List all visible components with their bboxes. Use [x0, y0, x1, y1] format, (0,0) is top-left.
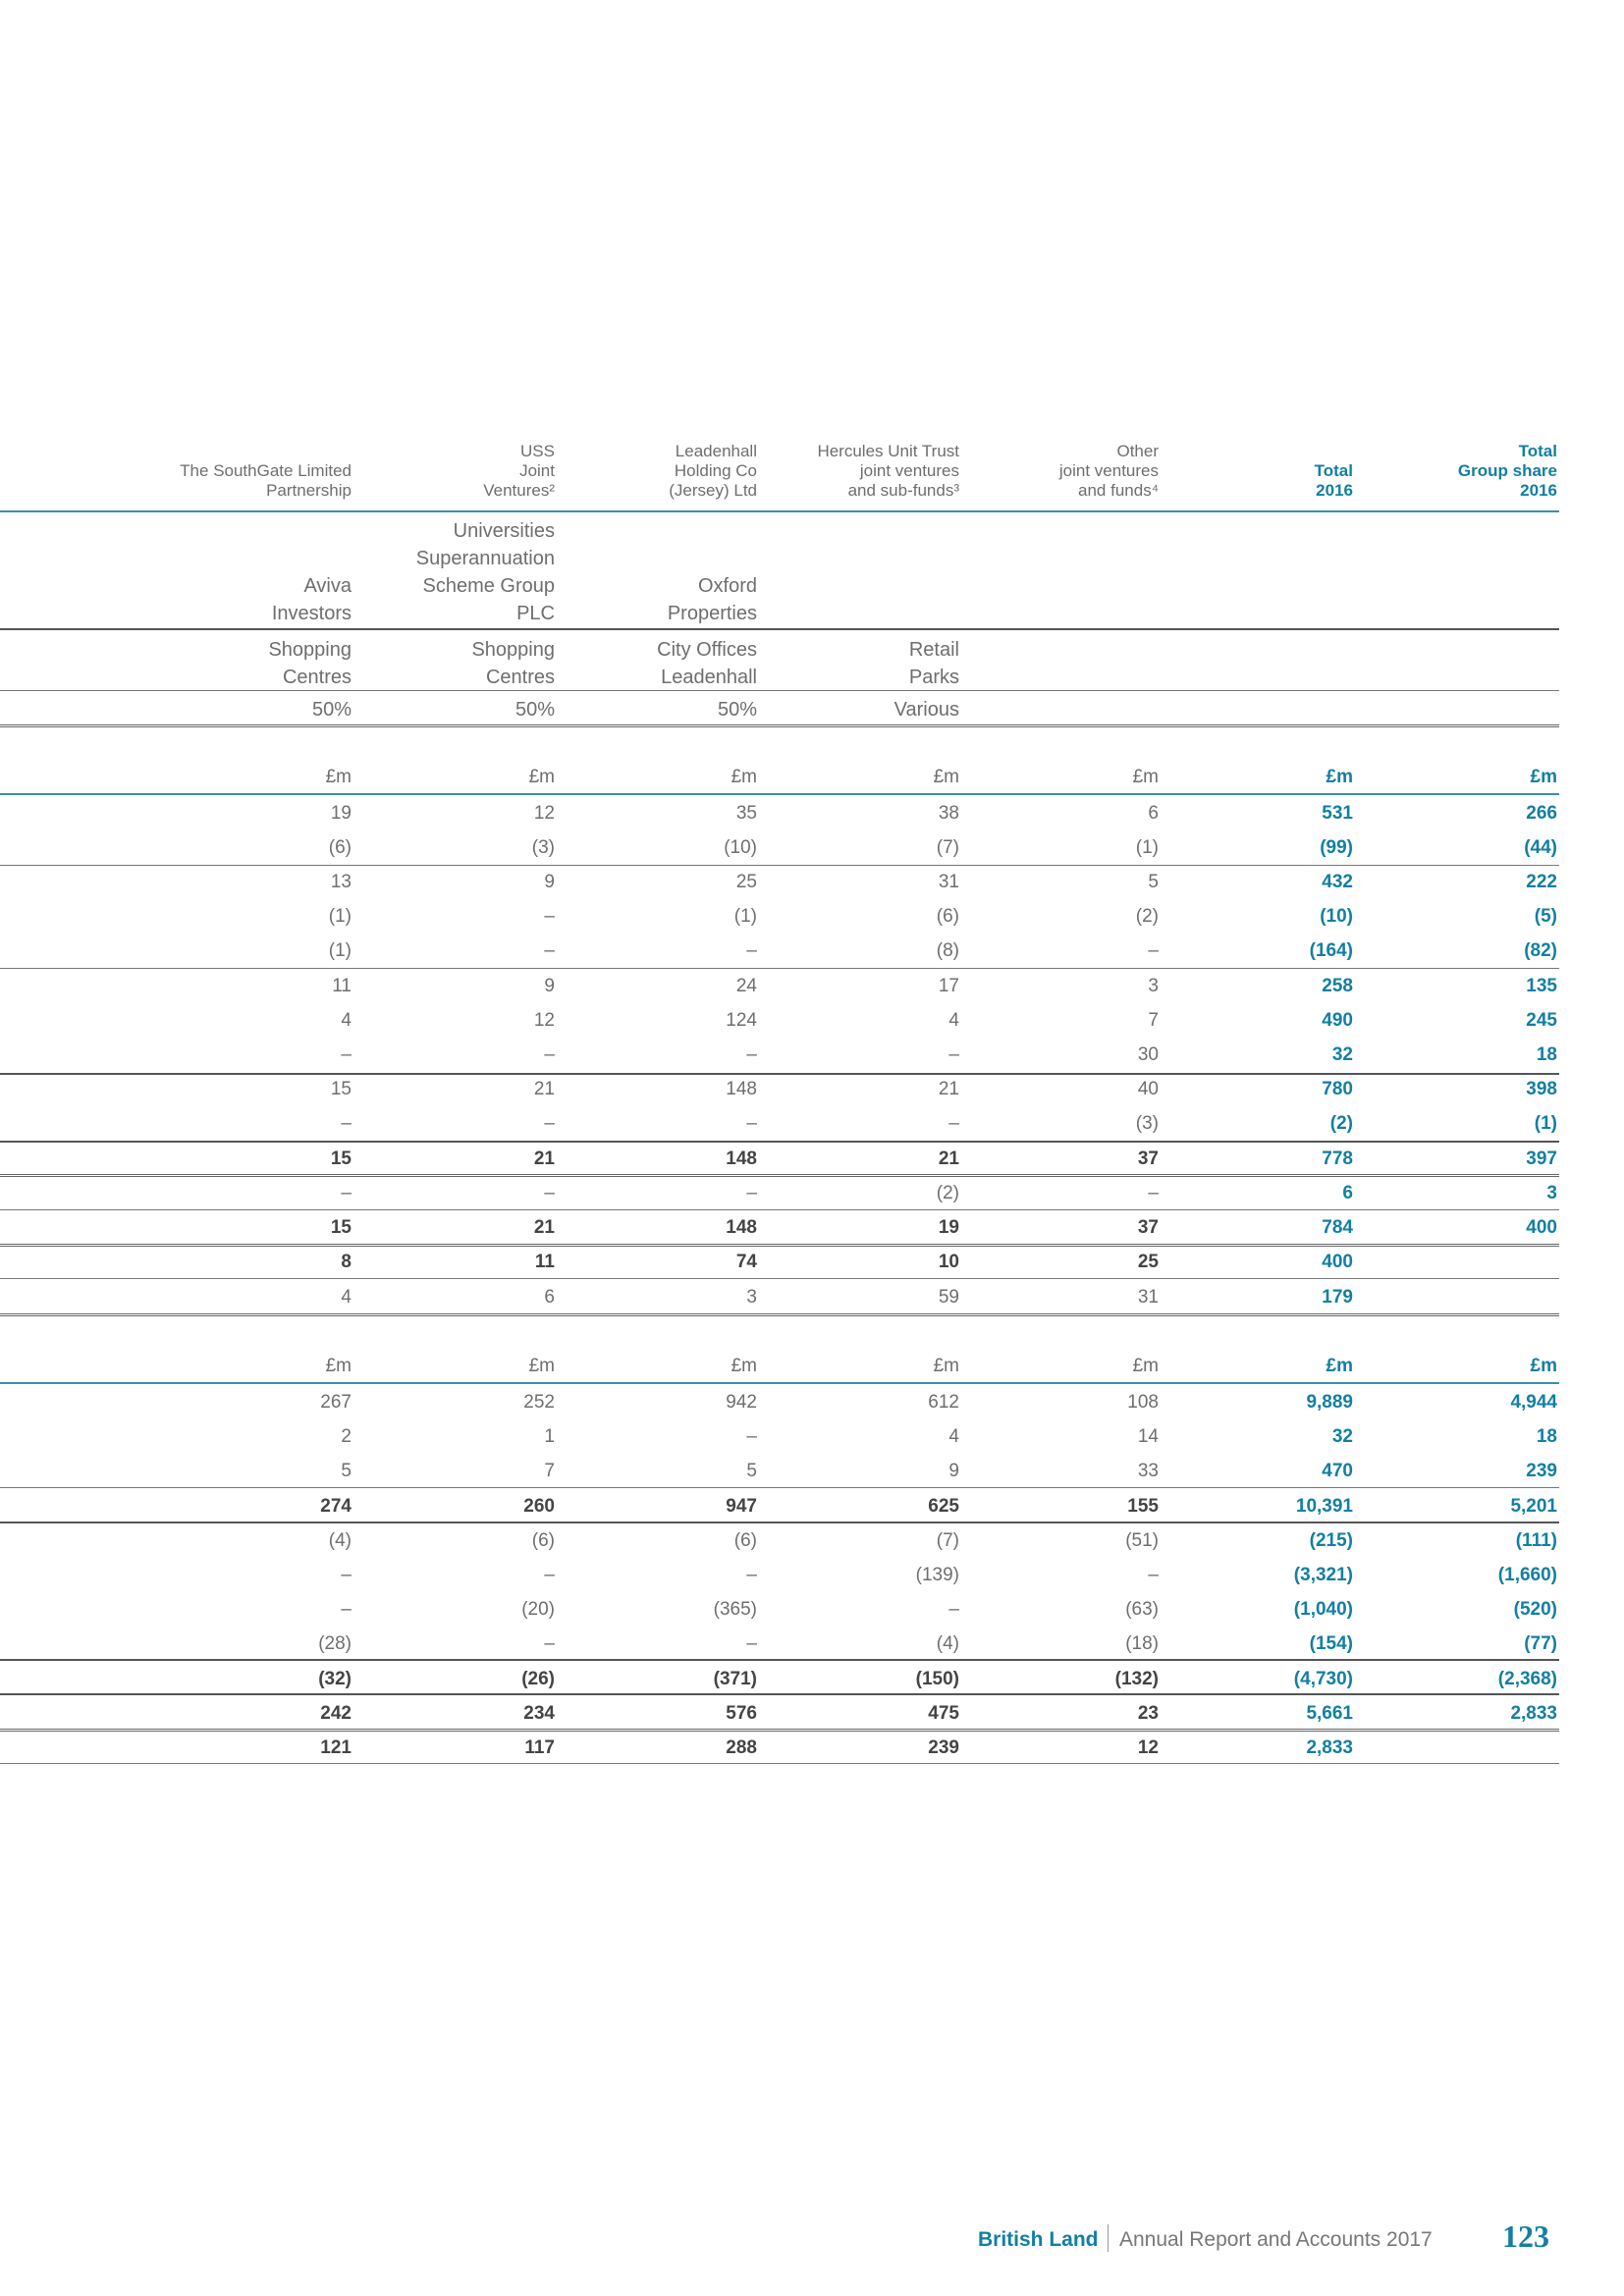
table-cell: 31: [1137, 1287, 1159, 1308]
table-cell: 5: [1148, 872, 1159, 892]
table-cell: 470: [1322, 1461, 1353, 1481]
table-cell: –: [341, 1113, 352, 1134]
table-cell: 398: [1526, 1079, 1557, 1099]
table-cell: 3: [1148, 976, 1159, 996]
table-cell: (3): [531, 837, 555, 858]
table-cell: 124: [726, 1010, 757, 1031]
table-cell: (6): [733, 1530, 757, 1551]
table-cell: –: [746, 1183, 757, 1203]
column-header: USS: [520, 442, 555, 460]
report-title: Annual Report and Accounts 2017: [1119, 2228, 1433, 2251]
footer-divider: [1108, 2224, 1109, 2252]
table-cell: (28): [318, 1633, 352, 1654]
table-cell: 21: [533, 1217, 555, 1238]
table-cell: –: [1148, 1565, 1159, 1585]
table-cell: (26): [521, 1669, 555, 1689]
table-cell: 612: [928, 1392, 959, 1413]
table-cell: 780: [1322, 1079, 1353, 1099]
sector-name: Parks: [908, 667, 959, 688]
table-cell: (44): [1524, 837, 1557, 858]
table-cell: (6): [936, 906, 959, 927]
table-cell: 266: [1526, 803, 1557, 824]
table-cell: 21: [533, 1148, 555, 1169]
table-cell: 942: [726, 1392, 757, 1413]
partner-name: Universities: [453, 520, 555, 542]
table-cell: (2): [1329, 1113, 1353, 1134]
table-cell: 14: [1137, 1426, 1159, 1447]
column-header: joint ventures: [859, 461, 959, 480]
column-header: and sub-funds³: [847, 481, 959, 500]
table-cell: 117: [524, 1737, 555, 1758]
column-header: Holding Co: [674, 461, 757, 480]
table-cell: –: [746, 1044, 757, 1065]
column-header: and funds⁴: [1078, 481, 1159, 500]
table-rule: [0, 724, 1559, 727]
table-cell: –: [544, 1183, 555, 1203]
table-rule: [0, 510, 1559, 512]
table-cell: (150): [915, 1669, 959, 1689]
column-header: Joint: [519, 461, 555, 480]
table-rule: [0, 1209, 1559, 1210]
table-cell: 242: [320, 1703, 352, 1724]
table-cell: 288: [726, 1737, 757, 1758]
table-cell: 234: [523, 1703, 555, 1724]
table-cell: 239: [1526, 1461, 1557, 1481]
table-cell: (5): [1534, 906, 1557, 927]
table-cell: 155: [1127, 1496, 1159, 1517]
table-cell: –: [948, 1044, 959, 1065]
table-cell: (63): [1125, 1599, 1159, 1620]
table-cell: 400: [1526, 1217, 1557, 1238]
sector-name: City Offices: [657, 639, 757, 661]
table-cell: 23: [1137, 1703, 1159, 1724]
table-cell: (371): [713, 1669, 757, 1689]
table-cell: (8): [936, 940, 959, 961]
column-header: Leadenhall: [675, 442, 757, 460]
unit-label: £m: [933, 1356, 959, 1376]
unit-label: £m: [1530, 767, 1557, 787]
partner-name: Oxford: [697, 575, 757, 597]
table-cell: (6): [531, 1530, 555, 1551]
table-cell: (2,368): [1497, 1669, 1557, 1689]
table-cell: (365): [713, 1599, 757, 1620]
partner-name: Scheme Group: [422, 575, 555, 597]
table-cell: (154): [1309, 1633, 1353, 1654]
table-cell: 7: [1148, 1010, 1159, 1031]
table-cell: –: [948, 1113, 959, 1134]
table-cell: (32): [318, 1669, 352, 1689]
table-rule: [0, 1141, 1559, 1143]
table-cell: –: [746, 1426, 757, 1447]
column-header: (Jersey) Ltd: [669, 481, 757, 500]
table-cell: –: [746, 1113, 757, 1134]
table-cell: 531: [1322, 803, 1353, 824]
table-cell: 37: [1137, 1148, 1159, 1169]
table-cell: 40: [1137, 1079, 1159, 1099]
table-cell: (139): [915, 1565, 959, 1585]
column-header: Other: [1116, 442, 1159, 460]
ownership-share: 50%: [514, 699, 555, 721]
table-cell: –: [341, 1599, 352, 1620]
table-cell: 9,889: [1306, 1392, 1353, 1413]
table-cell: (18): [1125, 1633, 1159, 1654]
table-cell: 4: [341, 1287, 352, 1308]
table-cell: 15: [330, 1148, 352, 1169]
partner-name: Aviva: [303, 575, 352, 597]
table-rule: [0, 1522, 1559, 1523]
table-cell: 3: [1546, 1183, 1557, 1203]
table-cell: 260: [523, 1496, 555, 1517]
table-cell: (1,040): [1293, 1599, 1353, 1620]
table-cell: (7): [936, 837, 959, 858]
table-rule: [0, 1278, 1559, 1279]
ownership-share: 50%: [717, 699, 757, 721]
column-header: 2016: [1316, 481, 1353, 500]
table-cell: (1,660): [1497, 1565, 1557, 1585]
table-cell: (1): [733, 906, 757, 927]
table-cell: 6: [1342, 1183, 1353, 1203]
unit-label: £m: [325, 767, 352, 787]
table-cell: 11: [332, 976, 352, 996]
table-cell: 400: [1322, 1252, 1353, 1272]
table-cell: 32: [1331, 1426, 1353, 1447]
table-cell: 10: [938, 1252, 959, 1272]
column-header: Total: [1314, 461, 1353, 480]
table-cell: 475: [928, 1703, 959, 1724]
table-cell: –: [544, 940, 555, 961]
unit-label: £m: [933, 767, 959, 787]
table-cell: 4: [948, 1010, 959, 1031]
table-rule: [0, 865, 1559, 866]
sector-name: Leadenhall: [661, 667, 757, 688]
table-cell: 784: [1322, 1217, 1353, 1238]
sector-name: Retail: [908, 639, 959, 661]
table-cell: 12: [533, 803, 555, 824]
table-cell: 121: [320, 1737, 352, 1758]
table-cell: (111): [1515, 1530, 1557, 1551]
table-cell: (10): [1320, 906, 1353, 927]
table-cell: –: [1148, 1183, 1159, 1203]
table-cell: –: [544, 906, 555, 927]
table-cell: 6: [1148, 803, 1159, 824]
column-header: Group share: [1457, 461, 1557, 480]
table-cell: (82): [1524, 940, 1557, 961]
table-cell: 6: [544, 1287, 555, 1308]
table-rule: [0, 1729, 1559, 1732]
column-header: Total: [1518, 442, 1557, 460]
column-header: The SouthGate Limited: [180, 461, 352, 480]
table-cell: –: [341, 1044, 352, 1065]
brand-name: British Land: [978, 2228, 1099, 2251]
unit-label: £m: [1132, 767, 1159, 787]
table-cell: 1: [544, 1426, 555, 1447]
ownership-share: 50%: [311, 699, 352, 721]
table-cell: 10,391: [1295, 1496, 1353, 1517]
table-cell: (132): [1114, 1669, 1159, 1689]
table-rule: [0, 1244, 1559, 1247]
table-cell: (51): [1125, 1530, 1159, 1551]
table-cell: 4,944: [1510, 1392, 1557, 1413]
table-cell: 222: [1526, 872, 1557, 892]
table-cell: (2): [936, 1183, 959, 1203]
table-cell: 74: [735, 1252, 757, 1272]
table-cell: 7: [544, 1461, 555, 1481]
unit-label: £m: [1326, 767, 1353, 787]
table-cell: 252: [523, 1392, 555, 1413]
table-rule: [0, 1382, 1559, 1384]
table-cell: 35: [735, 803, 757, 824]
unit-label: £m: [528, 1356, 555, 1376]
table-cell: –: [1148, 940, 1159, 961]
table-cell: 25: [1137, 1252, 1159, 1272]
table-rule: [0, 1693, 1559, 1695]
table-rule: [0, 1487, 1559, 1488]
table-cell: 274: [320, 1496, 352, 1517]
partner-name: Properties: [667, 603, 757, 624]
table-cell: 37: [1137, 1217, 1159, 1238]
table-cell: (10): [724, 837, 757, 858]
table-cell: 9: [544, 872, 555, 892]
table-cell: –: [341, 1565, 352, 1585]
table-cell: (1): [1135, 837, 1159, 858]
table-cell: 778: [1322, 1148, 1353, 1169]
table-cell: 12: [1137, 1737, 1159, 1758]
sector-name: Shopping: [268, 639, 352, 661]
table-cell: 2,833: [1306, 1737, 1353, 1758]
table-cell: 239: [928, 1737, 959, 1758]
table-rule: [0, 628, 1559, 630]
table-cell: 21: [938, 1148, 959, 1169]
table-cell: 15: [330, 1217, 352, 1238]
table-cell: 13: [330, 872, 352, 892]
sector-name: Centres: [485, 667, 555, 688]
unit-label: £m: [1530, 1356, 1557, 1376]
table-cell: 267: [320, 1392, 352, 1413]
table-cell: (4): [328, 1530, 352, 1551]
table-rule: [0, 1073, 1559, 1075]
table-cell: 11: [534, 1252, 555, 1272]
table-cell: 4: [948, 1426, 959, 1447]
table-cell: 148: [726, 1079, 757, 1099]
table-cell: –: [544, 1565, 555, 1585]
table-cell: (20): [521, 1599, 555, 1620]
table-cell: 21: [938, 1079, 959, 1099]
table-cell: 32: [1331, 1044, 1353, 1065]
table-cell: –: [948, 1599, 959, 1620]
unit-label: £m: [731, 767, 757, 787]
table-cell: 21: [533, 1079, 555, 1099]
sector-name: Shopping: [471, 639, 555, 661]
table-cell: 25: [735, 872, 757, 892]
table-cell: 4: [341, 1010, 352, 1031]
table-cell: (77): [1524, 1633, 1557, 1654]
table-cell: (1): [1534, 1113, 1557, 1134]
table-cell: 2,833: [1510, 1703, 1557, 1724]
ownership-share: Various: [893, 699, 959, 721]
table-cell: –: [746, 940, 757, 961]
table-cell: (6): [328, 837, 352, 858]
unit-label: £m: [528, 767, 555, 787]
table-cell: 59: [938, 1287, 959, 1308]
table-cell: 576: [726, 1703, 757, 1724]
table-cell: (3): [1135, 1113, 1159, 1134]
partner-name: Superannuation: [415, 548, 555, 569]
table-cell: 148: [726, 1148, 757, 1169]
column-header: 2016: [1520, 481, 1557, 500]
unit-label: £m: [325, 1356, 352, 1376]
table-cell: 108: [1127, 1392, 1159, 1413]
table-cell: 9: [948, 1461, 959, 1481]
unit-label: £m: [731, 1356, 757, 1376]
table-cell: –: [746, 1565, 757, 1585]
table-cell: 17: [938, 976, 959, 996]
table-cell: (520): [1513, 1599, 1557, 1620]
unit-label: £m: [1326, 1356, 1353, 1376]
table-cell: 8: [341, 1252, 352, 1272]
table-cell: 33: [1137, 1461, 1159, 1481]
page-number: 123: [1502, 2218, 1549, 2254]
table-cell: –: [341, 1183, 352, 1203]
table-cell: 148: [726, 1217, 757, 1238]
table-cell: 30: [1137, 1044, 1159, 1065]
unit-label: £m: [1132, 1356, 1159, 1376]
table-cell: 245: [1526, 1010, 1557, 1031]
table-cell: 12: [533, 1010, 555, 1031]
table-cell: (3,321): [1293, 1565, 1353, 1585]
table-rule: [0, 968, 1559, 969]
table-cell: (4): [936, 1633, 959, 1654]
table-cell: –: [544, 1633, 555, 1654]
table-cell: 24: [735, 976, 757, 996]
table-cell: 18: [1536, 1426, 1557, 1447]
table-cell: –: [746, 1633, 757, 1654]
column-header: Partnership: [266, 481, 352, 500]
partner-name: PLC: [516, 603, 555, 624]
table-cell: 179: [1322, 1287, 1353, 1308]
table-cell: (215): [1309, 1530, 1353, 1551]
table-rule: [0, 1659, 1559, 1661]
table-rule: [0, 1763, 1559, 1764]
table-cell: 5,201: [1510, 1496, 1557, 1517]
column-header: Ventures²: [483, 481, 555, 500]
table-cell: –: [544, 1044, 555, 1065]
table-rule: [0, 1313, 1559, 1316]
table-cell: (99): [1320, 837, 1353, 858]
sector-name: Centres: [282, 667, 352, 688]
table-cell: 3: [746, 1287, 757, 1308]
table-cell: 15: [330, 1079, 352, 1099]
table-cell: 5,661: [1306, 1703, 1353, 1724]
column-header: joint ventures: [1058, 461, 1159, 480]
table-cell: 5: [341, 1461, 352, 1481]
table-cell: 947: [726, 1496, 757, 1517]
table-rule: [0, 690, 1559, 691]
table-cell: 18: [1536, 1044, 1557, 1065]
column-header: Hercules Unit Trust: [817, 442, 959, 460]
table-cell: 397: [1526, 1148, 1557, 1169]
table-cell: 2: [341, 1426, 352, 1447]
table-cell: 258: [1322, 976, 1353, 996]
table-cell: 625: [928, 1496, 959, 1517]
table-cell: (164): [1309, 940, 1353, 961]
table-cell: 5: [746, 1461, 757, 1481]
table-cell: (4,730): [1293, 1669, 1353, 1689]
table-cell: (2): [1135, 906, 1159, 927]
table-cell: 19: [330, 803, 352, 824]
table-cell: (1): [328, 940, 352, 961]
table-cell: 135: [1526, 976, 1557, 996]
table-cell: –: [544, 1113, 555, 1134]
table-rule: [0, 1174, 1559, 1177]
table-rule: [0, 793, 1559, 795]
table-cell: 490: [1322, 1010, 1353, 1031]
table-cell: 432: [1322, 872, 1353, 892]
table-cell: 31: [938, 872, 959, 892]
partner-name: Investors: [271, 603, 352, 624]
table-cell: (7): [936, 1530, 959, 1551]
table-cell: 19: [938, 1217, 959, 1238]
table-cell: (1): [328, 906, 352, 927]
table-cell: 38: [938, 803, 959, 824]
table-cell: 9: [544, 976, 555, 996]
